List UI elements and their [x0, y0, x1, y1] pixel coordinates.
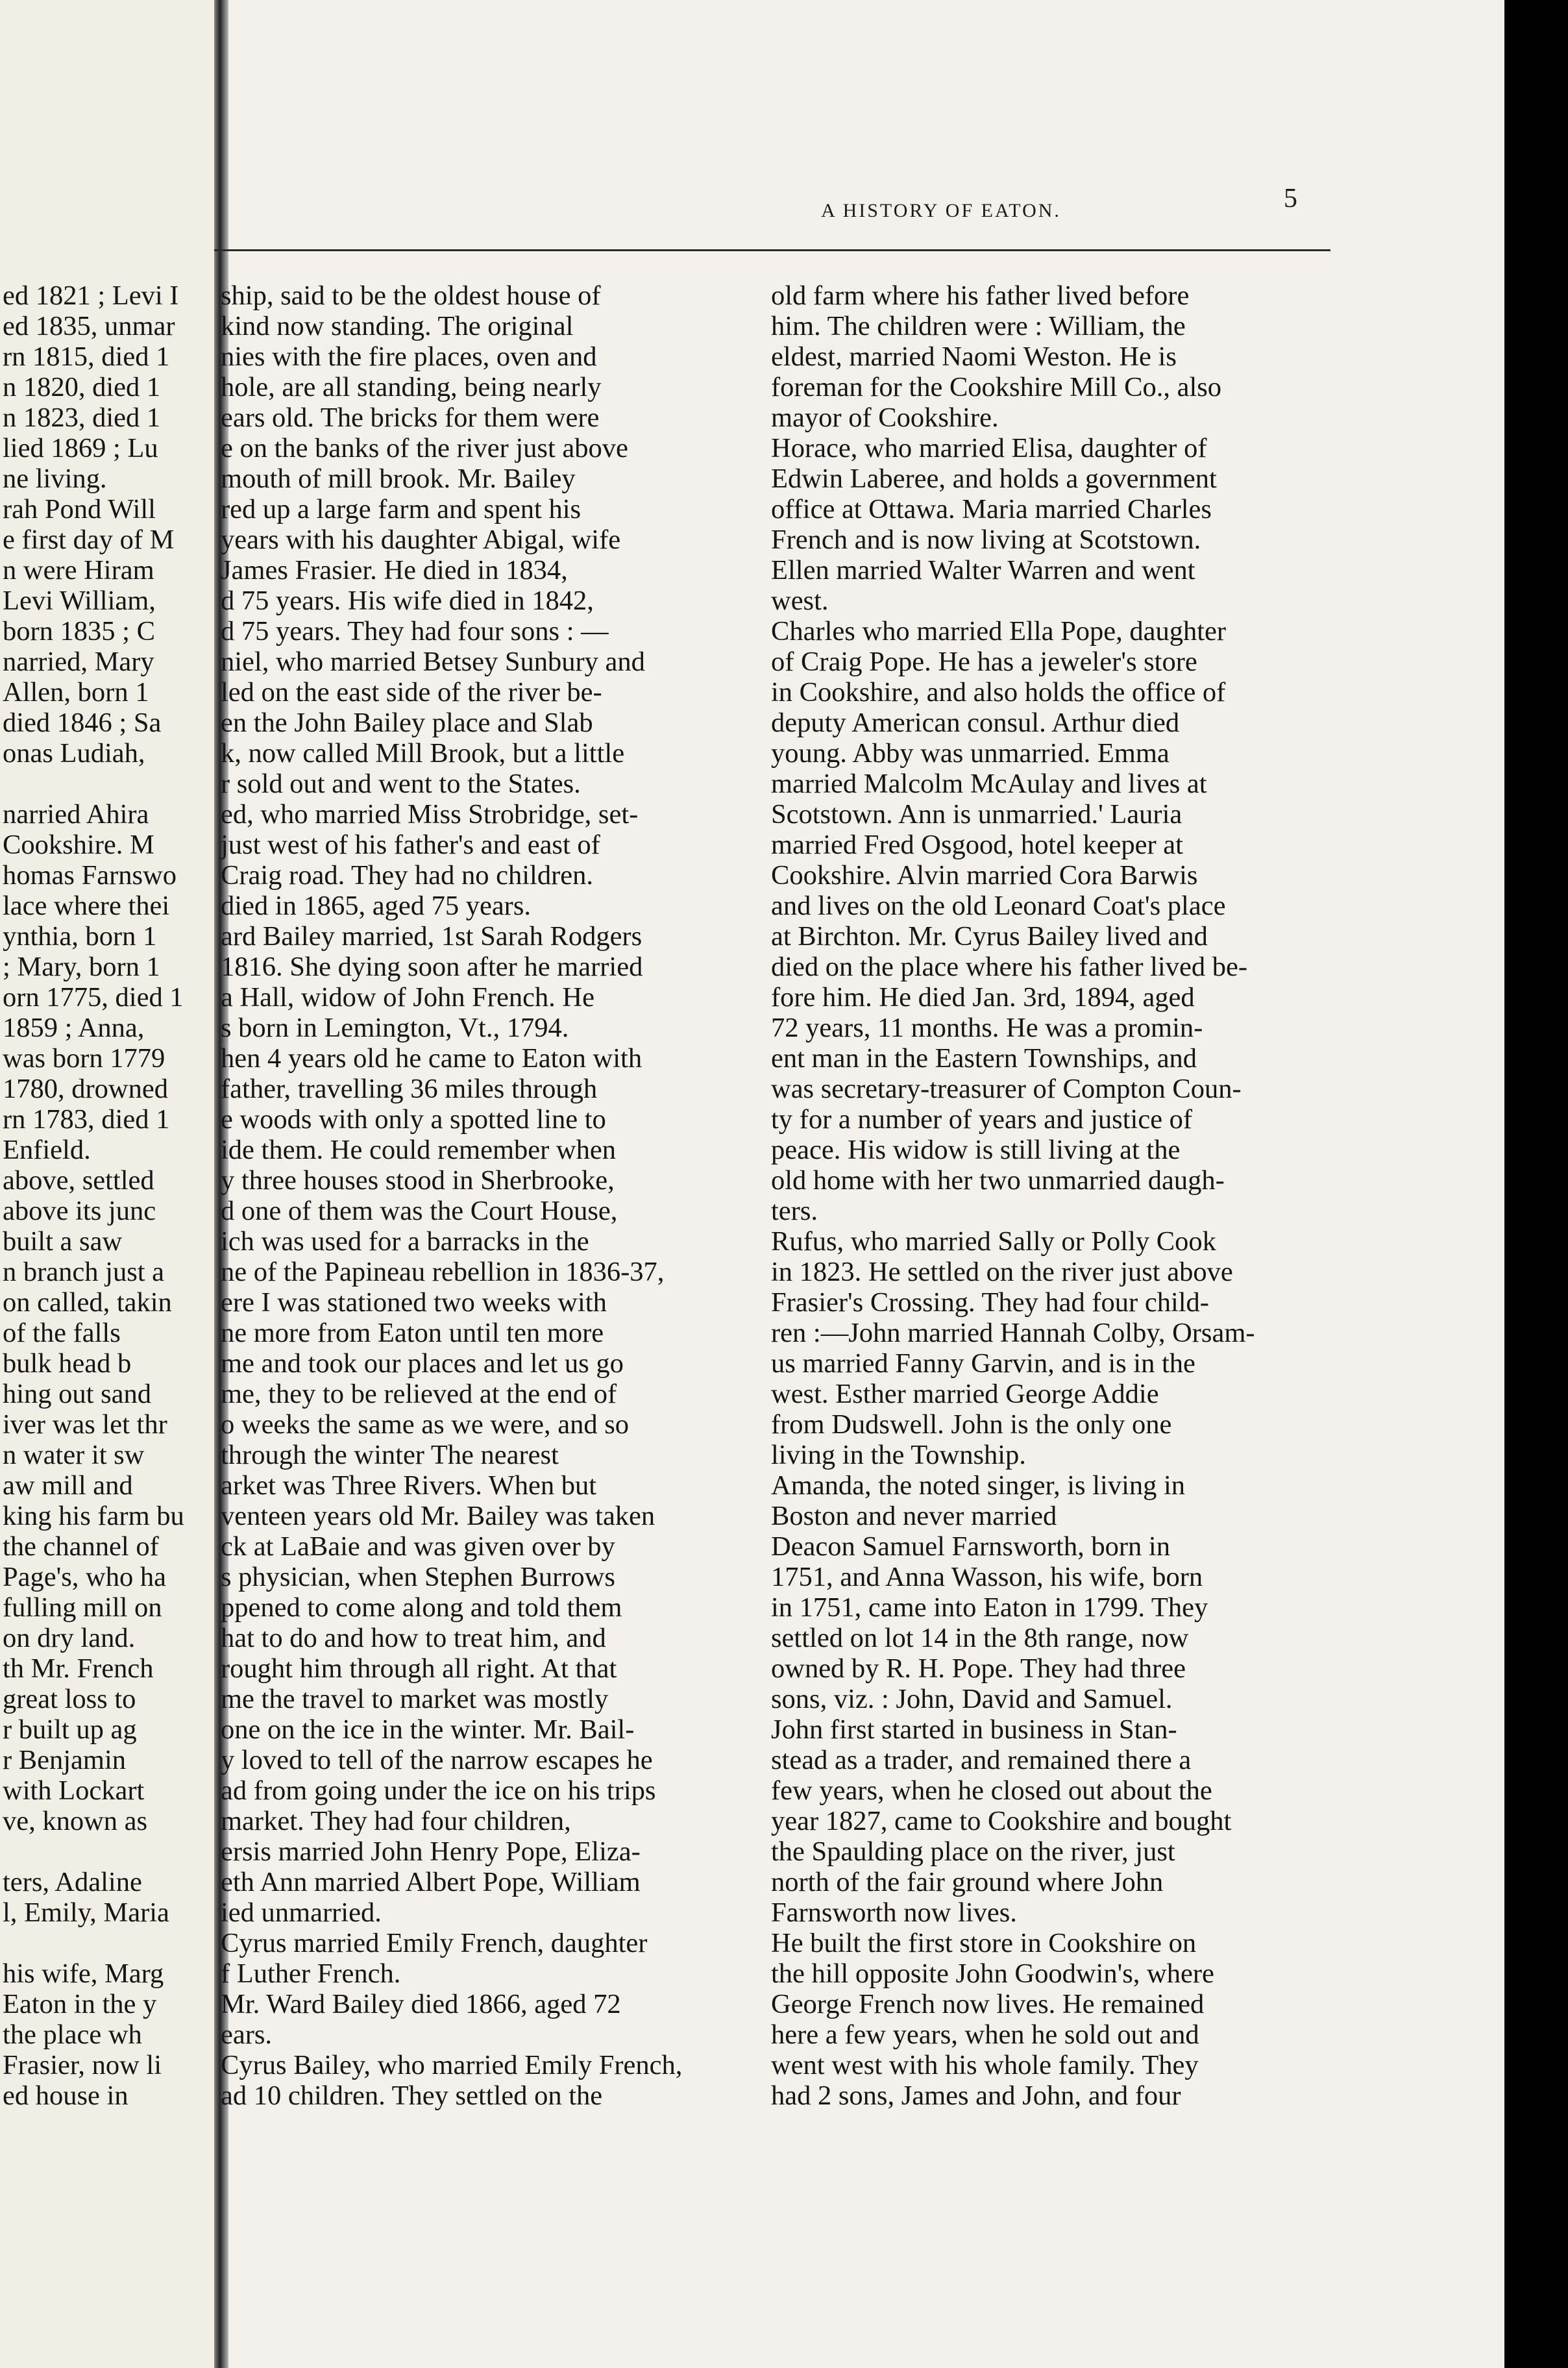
- text-line: kind now standing. The original: [221, 311, 574, 341]
- text-line: French and is now living at Scotstown.: [771, 524, 1201, 555]
- text-line: mayor of Cookshire.: [771, 402, 999, 433]
- text-line: [3, 1928, 184, 1958]
- text-line: Eaton in the y: [3, 1989, 157, 2019]
- text-line: ad 10 children. They settled on the: [221, 2080, 603, 2111]
- text-line: narried Ahira: [3, 799, 149, 830]
- scan-border: [1504, 0, 1568, 2368]
- text-line: ard Bailey married, 1st Sarah Rodgers: [221, 921, 643, 952]
- text-line: ad from going under the ice on his trips: [221, 1775, 656, 1806]
- text-line: year 1827, came to Cookshire and bought: [771, 1806, 1232, 1836]
- text-line: lace where thei: [3, 891, 170, 921]
- text-line: at Birchton. Mr. Cyrus Bailey lived and: [771, 921, 1208, 952]
- text-line: iver was let thr: [3, 1409, 167, 1440]
- text-line: born 1835 ; C: [3, 616, 155, 647]
- text-line: living in the Township.: [771, 1440, 1026, 1470]
- text-line: eth Ann married Albert Pope, William: [221, 1867, 641, 1897]
- text-line: was born 1779: [3, 1043, 165, 1074]
- text-line: y loved to tell of the narrow escapes he: [221, 1745, 653, 1775]
- text-line: ed house in: [3, 2080, 129, 2111]
- header-rule: [214, 249, 1330, 251]
- text-line: Craig road. They had no children.: [221, 860, 593, 891]
- text-line: d one of them was the Court House,: [221, 1196, 618, 1226]
- text-line: settled on lot 14 in the 8th range, now: [771, 1623, 1189, 1653]
- text-line: [3, 1836, 184, 1867]
- text-line: in 1823. He settled on the river just above: [771, 1257, 1233, 1287]
- text-line: mouth of mill brook. Mr. Bailey: [221, 463, 576, 494]
- text-line: ed, who married Miss Strobridge, set-: [221, 799, 639, 830]
- text-line: e on the banks of the river just above: [221, 433, 628, 463]
- text-line: lied 1869 ; Lu: [3, 433, 158, 463]
- text-line: Horace, who married Elisa, daughter of: [771, 433, 1207, 463]
- text-line: of Craig Pope. He has a jeweler's store: [771, 647, 1197, 677]
- text-line: Scotstown. Ann is unmarried.' Lauria: [771, 799, 1182, 830]
- text-line: ed 1835, unmar: [3, 311, 175, 341]
- text-line: died on the place where his father lived be-: [771, 952, 1247, 982]
- text-line: west.: [771, 586, 829, 616]
- text-line: [3, 769, 184, 799]
- text-line: e first day of M: [3, 524, 175, 555]
- text-line: west. Esther married George Addie: [771, 1379, 1159, 1409]
- text-line: ears old. The bricks for them were: [221, 402, 600, 433]
- text-line: 1780, drowned: [3, 1074, 168, 1104]
- text-line: here a few years, when he sold out and: [771, 2019, 1199, 2050]
- text-line: market. They had four children,: [221, 1806, 571, 1836]
- text-line: owned by R. H. Pope. They had three: [771, 1653, 1186, 1684]
- text-line: sons, viz. : John, David and Samuel.: [771, 1684, 1173, 1714]
- text-line: office at Ottawa. Maria married Charles: [771, 494, 1212, 524]
- text-line: Edwin Laberee, and holds a government: [771, 463, 1217, 494]
- text-line: bulk head b: [3, 1348, 132, 1379]
- text-line: Cyrus Bailey, who married Emily French,: [221, 2050, 683, 2080]
- text-line: y three houses stood in Sherbrooke,: [221, 1165, 615, 1196]
- middle-column: [221, 280, 682, 2111]
- text-line: hole, are all standing, being nearly: [221, 372, 602, 402]
- text-line: and lives on the old Leonard Coat's place: [771, 891, 1226, 921]
- text-line: Charles who married Ella Pope, daughter: [771, 616, 1227, 647]
- text-line: James Frasier. He died in 1834,: [221, 555, 568, 586]
- text-line: hat to do and how to treat him, and: [221, 1623, 606, 1653]
- text-line: north of the fair ground where John: [771, 1867, 1164, 1897]
- text-line: o weeks the same as we were, and so: [221, 1409, 630, 1440]
- text-line: Allen, born 1: [3, 677, 149, 708]
- text-line: e woods with only a spotted line to: [221, 1104, 606, 1135]
- text-line: niel, who married Betsey Sunbury and: [221, 647, 645, 677]
- text-line: married Fred Osgood, hotel keeper at: [771, 830, 1183, 860]
- text-line: rn 1783, died 1: [3, 1104, 170, 1135]
- text-line: Rufus, who married Sally or Polly Cook: [771, 1226, 1216, 1257]
- text-line: Ellen married Walter Warren and went: [771, 555, 1195, 586]
- text-line: rought him through all right. At that: [221, 1653, 617, 1684]
- text-line: John first started in business in Stan-: [771, 1714, 1177, 1745]
- text-line: ve, known as: [3, 1806, 148, 1836]
- text-line: ters.: [771, 1196, 818, 1226]
- text-line: me the travel to market was mostly: [221, 1684, 609, 1714]
- text-line: Frasier, now li: [3, 2050, 162, 2080]
- text-line: arket was Three Rivers. When but: [221, 1470, 597, 1501]
- text-line: red up a large farm and spent his: [221, 494, 582, 524]
- text-line: n water it sw: [3, 1440, 145, 1470]
- text-line: ich was used for a barracks in the: [221, 1226, 589, 1257]
- text-line: Mr. Ward Bailey died 1866, aged 72: [221, 1989, 621, 2019]
- page-number: 5: [1284, 184, 1297, 214]
- text-line: the Spaulding place on the river, just: [771, 1836, 1175, 1867]
- text-line: stead as a trader, and remained there a: [771, 1745, 1192, 1775]
- text-line: through the winter The nearest: [221, 1440, 559, 1470]
- text-line: ersis married John Henry Pope, Eliza-: [221, 1836, 641, 1867]
- text-line: l, Emily, Maria: [3, 1897, 169, 1928]
- text-line: Enfield.: [3, 1135, 91, 1165]
- text-line: fore him. He died Jan. 3rd, 1894, aged: [771, 982, 1195, 1013]
- text-line: s born in Lemington, Vt., 1794.: [221, 1013, 569, 1043]
- text-line: ; Mary, born 1: [3, 952, 160, 982]
- text-line: ne of the Papineau rebellion in 1836-37,: [221, 1257, 665, 1287]
- text-line: us married Fanny Garvin, and is in the: [771, 1348, 1195, 1379]
- text-line: went west with his whole family. They: [771, 2050, 1199, 2080]
- text-line: d 75 years. His wife died in 1842,: [221, 586, 594, 616]
- text-line: in 1751, came into Eaton in 1799. They: [771, 1592, 1208, 1623]
- text-line: peace. His widow is still living at the: [771, 1135, 1181, 1165]
- text-line: ere I was stationed two weeks with: [221, 1287, 607, 1318]
- text-line: with Lockart: [3, 1775, 145, 1806]
- text-line: died 1846 ; Sa: [3, 708, 162, 738]
- text-line: fulling mill on: [3, 1592, 162, 1623]
- text-line: narried, Mary: [3, 647, 154, 677]
- text-line: hen 4 years old he came to Eaton with: [221, 1043, 643, 1074]
- text-line: ne more from Eaton until ten more: [221, 1318, 604, 1348]
- text-line: married Malcolm McAulay and lives at: [771, 769, 1207, 799]
- text-line: n 1820, died 1: [3, 372, 161, 402]
- text-line: 1859 ; Anna,: [3, 1013, 145, 1043]
- text-line: the channel of: [3, 1531, 159, 1562]
- text-line: rah Pond Will: [3, 494, 156, 524]
- text-line: He built the first store in Cookshire on: [771, 1928, 1197, 1958]
- text-line: ppened to come along and told them: [221, 1592, 622, 1623]
- text-line: ck at LaBaie and was given over by: [221, 1531, 615, 1562]
- text-line: s physician, when Stephen Burrows: [221, 1562, 615, 1592]
- text-line: had 2 sons, James and John, and four: [771, 2080, 1181, 2111]
- text-line: ters, Adaline: [3, 1867, 142, 1897]
- text-line: homas Farnswo: [3, 860, 177, 891]
- text-line: led on the east side of the river be-: [221, 677, 602, 708]
- text-line: built a saw: [3, 1226, 123, 1257]
- text-line: died in 1865, aged 75 years.: [221, 891, 532, 921]
- text-line: 1751, and Anna Wasson, his wife, born: [771, 1562, 1203, 1592]
- text-line: ynthia, born 1: [3, 921, 157, 952]
- text-line: me, they to be relieved at the end of: [221, 1379, 617, 1409]
- text-line: old farm where his father lived before: [771, 280, 1190, 311]
- text-line: r Benjamin: [3, 1745, 127, 1775]
- text-line: 72 years, 11 months. He was a promin-: [771, 1013, 1203, 1043]
- text-line: th Mr. French: [3, 1653, 154, 1684]
- text-line: father, travelling 36 miles through: [221, 1074, 598, 1104]
- text-line: Frasier's Crossing. They had four child-: [771, 1287, 1209, 1318]
- text-line: the hill opposite John Goodwin's, where: [771, 1958, 1214, 1989]
- text-line: n branch just a: [3, 1257, 165, 1287]
- text-line: was secretary-treasurer of Compton Coun-: [771, 1074, 1242, 1104]
- text-line: venteen years old Mr. Bailey was taken: [221, 1501, 655, 1531]
- text-line: 1816. She dying soon after he married: [221, 952, 643, 982]
- text-line: his wife, Marg: [3, 1958, 164, 1989]
- text-line: d 75 years. They had four sons : —: [221, 616, 609, 647]
- right-column: [771, 280, 1255, 2111]
- text-line: on called, takin: [3, 1287, 172, 1318]
- text-line: ent man in the Eastern Townships, and: [771, 1043, 1197, 1074]
- text-line: George French now lives. He remained: [771, 1989, 1205, 2019]
- text-line: of the falls: [3, 1318, 121, 1348]
- text-line: en the John Bailey place and Slab: [221, 708, 593, 738]
- text-line: hing out sand: [3, 1379, 152, 1409]
- text-line: Deacon Samuel Farnsworth, born in: [771, 1531, 1170, 1562]
- text-line: Boston and never married: [771, 1501, 1057, 1531]
- text-line: the place wh: [3, 2019, 142, 2050]
- text-line: king his farm bu: [3, 1501, 184, 1531]
- text-line: rn 1815, died 1: [3, 341, 170, 372]
- text-line: in Cookshire, and also holds the office of: [771, 677, 1226, 708]
- text-line: ne living.: [3, 463, 107, 494]
- text-line: f Luther French.: [221, 1958, 401, 1989]
- text-line: Cyrus married Emily French, daughter: [221, 1928, 648, 1958]
- text-line: above its junc: [3, 1196, 156, 1226]
- text-line: young. Abby was unmarried. Emma: [771, 738, 1170, 769]
- text-line: orn 1775, died 1: [3, 982, 184, 1013]
- text-line: ears.: [221, 2019, 273, 2050]
- text-line: Farnsworth now lives.: [771, 1897, 1017, 1928]
- text-line: r sold out and went to the States.: [221, 769, 581, 799]
- text-line: me and took our places and let us go: [221, 1348, 624, 1379]
- text-line: foreman for the Cookshire Mill Co., also: [771, 372, 1222, 402]
- text-line: r built up ag: [3, 1714, 137, 1745]
- text-line: ide them. He could remember when: [221, 1135, 616, 1165]
- text-line: Cookshire. M: [3, 830, 154, 860]
- text-line: deputy American consul. Arthur died: [771, 708, 1180, 738]
- text-line: ed 1821 ; Levi I: [3, 280, 179, 311]
- text-line: k, now called Mill Brook, but a little: [221, 738, 625, 769]
- text-line: Cookshire. Alvin married Cora Barwis: [771, 860, 1198, 891]
- running-title: A HISTORY OF EATON.: [821, 200, 1061, 221]
- text-line: ied unmarried.: [221, 1897, 382, 1928]
- text-line: n were Hiram: [3, 555, 154, 586]
- text-line: above, settled: [3, 1165, 154, 1196]
- text-line: ren :—John married Hannah Colby, Orsam-: [771, 1318, 1255, 1348]
- text-line: just west of his father's and east of: [221, 830, 600, 860]
- text-line: ty for a number of years and justice of: [771, 1104, 1193, 1135]
- text-line: years with his daughter Abigal, wife: [221, 524, 621, 555]
- text-line: great loss to: [3, 1684, 136, 1714]
- text-line: a Hall, widow of John French. He: [221, 982, 594, 1013]
- text-line: few years, when he closed out about the: [771, 1775, 1212, 1806]
- text-line: onas Ludiah,: [3, 738, 145, 769]
- text-line: nies with the fire places, oven and: [221, 341, 597, 372]
- text-line: Levi William,: [3, 586, 156, 616]
- text-line: him. The children were : William, the: [771, 311, 1186, 341]
- text-line: Amanda, the noted singer, is living in: [771, 1470, 1186, 1501]
- text-line: from Dudswell. John is the only one: [771, 1409, 1172, 1440]
- text-line: one on the ice in the winter. Mr. Bail-: [221, 1714, 635, 1745]
- text-line: aw mill and: [3, 1470, 133, 1501]
- text-line: eldest, married Naomi Weston. He is: [771, 341, 1177, 372]
- left-column-fragment: [3, 280, 184, 2111]
- text-line: on dry land.: [3, 1623, 136, 1653]
- text-line: n 1823, died 1: [3, 402, 161, 433]
- text-line: old home with her two unmarried daugh-: [771, 1165, 1225, 1196]
- text-line: ship, said to be the oldest house of: [221, 280, 601, 311]
- text-line: Page's, who ha: [3, 1562, 166, 1592]
